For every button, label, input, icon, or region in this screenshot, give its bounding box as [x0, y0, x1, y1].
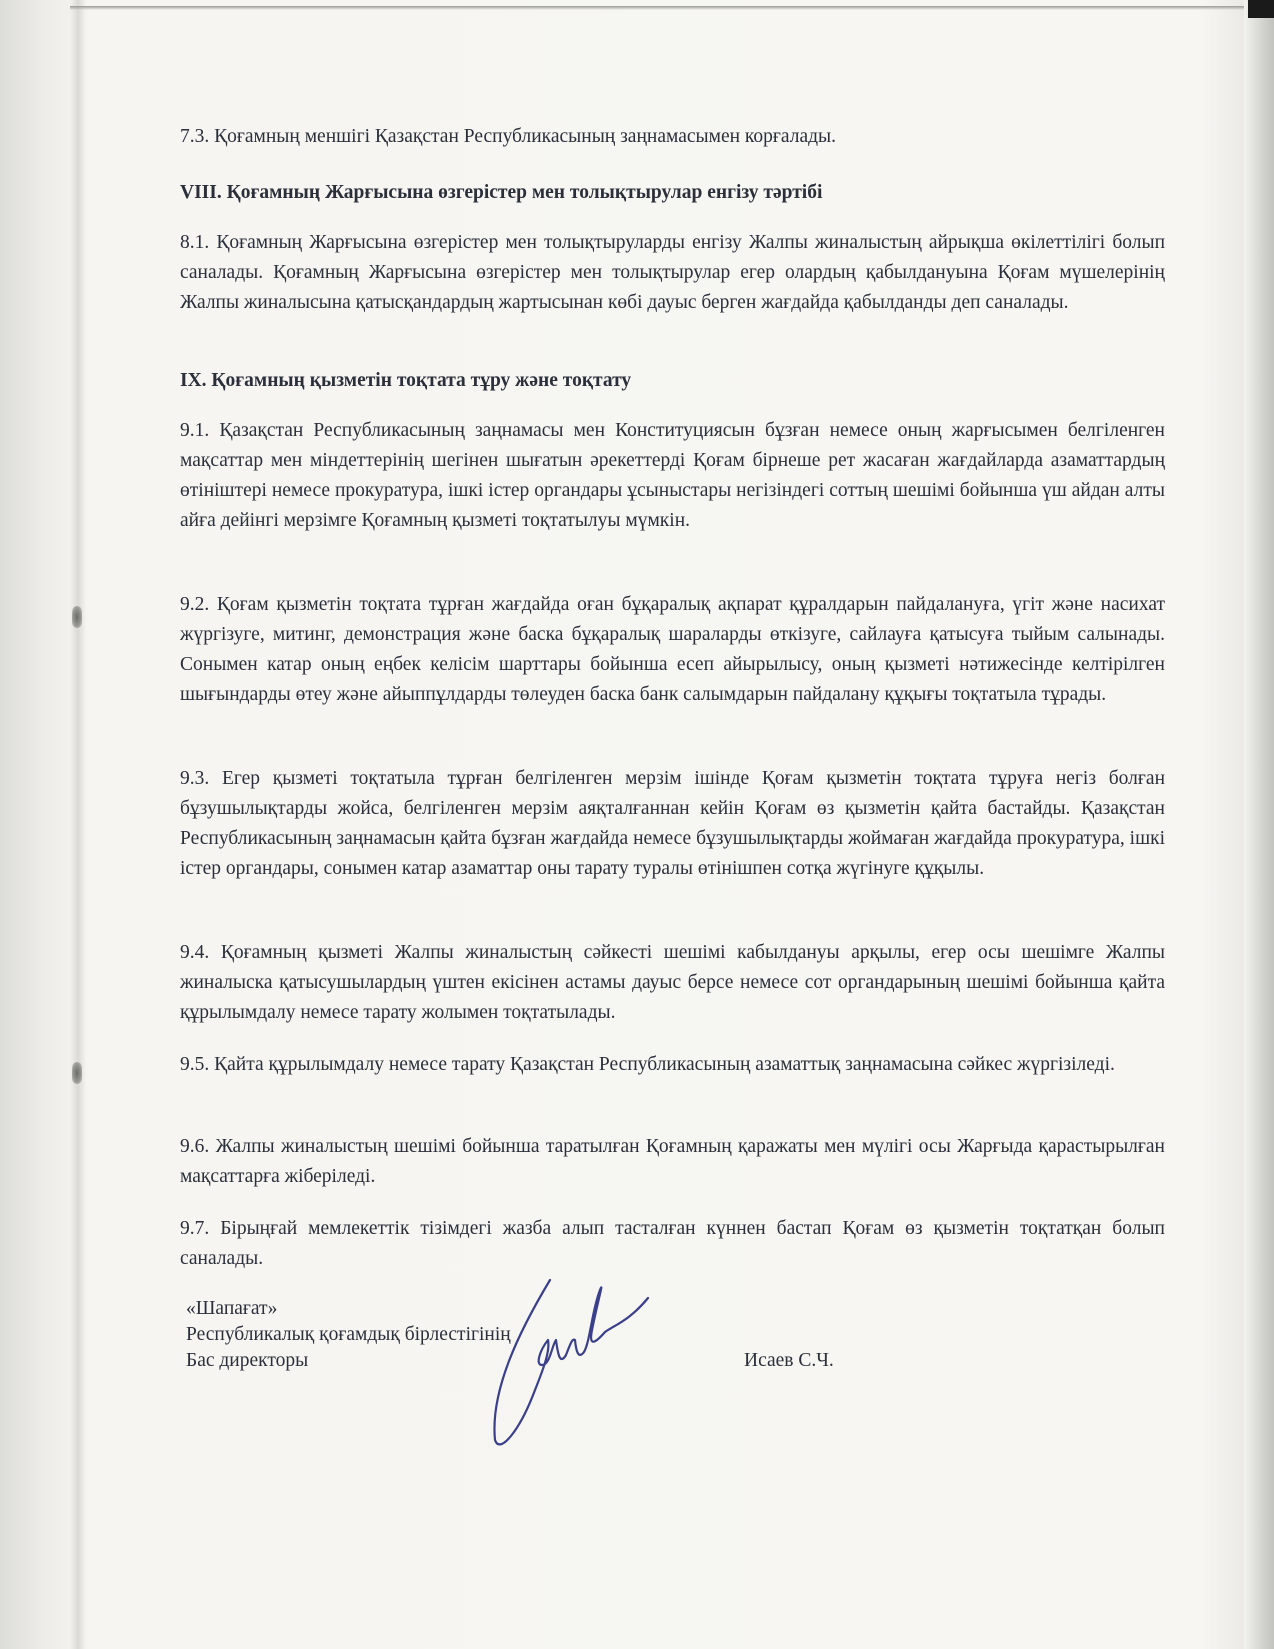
paragraph-9-2: 9.2. Қоғам қызметін тоқтата тұрған жағдайда оған бұқаралық ақпарат құралдарын пайдалануға, үгіт және насихат жүргізуге, митинг, демонстрация және баска бұқаралық шараларды өткізуге, сайлауға қатысуға тыйым салынады. Сонымен катар оның еңбек келісім шарттары бойынша есеп айырылысу, оның қызметі нәтижесінде келтірілген шығындарды өтеу және айыппұлдарды төлеуден баска банк салымдарын пайдалану құқығы тоқтатыла тұрады. — [180, 594, 1165, 705]
signatory-title: Бас директоры — [186, 1350, 309, 1371]
paragraph-7-3: 7.3. Қоғамның меншігі Қазақстан Республикасының заңнамасымен корғалады. — [180, 126, 837, 147]
punch-hole — [72, 606, 82, 628]
paragraph-9-5: 9.5. Қайта құрылымдалу немесе тарату Қазақстан Республикасының азаматтық заңнамасына сәйкес жүргізіледі. — [180, 1054, 1115, 1075]
paragraph-9-1: 9.1. Қазақстан Республикасының заңнамасы мен Конституциясын бұзған немесе оның жарғысымен белгіленген мақсаттар мен міндеттерінің шегінен шығатын әрекеттерді Қоғам бірнеше рет жасаған жағдайларда азаматтардың өтініштері немесе прокуратура, ішкі істер органдары ұсыныстары негізіндегі соттың шешімі бойынша үш айдан алты айға дейінгі мерзімге Қоғамның қызметі тоқтатылуы мүмкін. — [180, 420, 1165, 531]
section-heading-9: IX. Қоғамның қызметін тоқтата тұру және тоқтату — [180, 370, 632, 391]
paragraph-9-6: 9.6. Жалпы жиналыстың шешімі бойынша таратылған Қоғамның қаражаты мен мүлігі осы Жарғыда қарастырылған мақсаттарға жіберіледі. — [180, 1136, 1165, 1187]
organization-type: Республикалық қоғамдық бірлестігінің — [186, 1324, 511, 1345]
organization-name: «Шапағат» — [186, 1298, 278, 1319]
binding-shadow — [70, 0, 86, 1649]
scan-corner — [1248, 0, 1274, 18]
page-right-edge — [1244, 0, 1274, 1649]
page-top-edge — [70, 6, 1250, 10]
paragraph-9-4: 9.4. Қоғамның қызметі Жалпы жиналыстың сәйкесті шешімі кабылдануы арқылы, егер осы шешімге Жалпы жиналыска қатысушылардың үштен екісінен астамы дауыс берсе немесе сот органдарының шешімі бойынша қайта құрылымдалу немесе тарату жолымен тоқтатылады. — [180, 942, 1165, 1023]
handwritten-signature — [480, 1270, 680, 1460]
paragraph-9-7: 9.7. Бірыңғай мемлекеттік тізімдегі жазба алып тасталған күннен бастап Қоғам өз қызметін тоқтатқан болып саналады. — [180, 1218, 1165, 1269]
section-heading-8: VIII. Қоғамның Жарғысына өзгерістер мен толықтырулар енгізу тәртібі — [180, 182, 823, 203]
paragraph-9-3: 9.3. Егер қызметі тоқтатыла тұрған белгіленген мерзім ішінде Қоғам қызметін тоқтата тұруға негіз болған бұзушылықтарды жойса, белгіленген мерзім аяқталғаннан кейін Қоғам өз қызметін қайта бастайды. Қазақстан Республикасының заңнамасын қайта бұзған жағдайда немесе бұзушылықтарды жоймаған жағдайда прокуратура, ішкі істер органдары, сонымен катар азаматтар оны тарату туралы өтінішпен сотқа жүгінуге құқылы. — [180, 768, 1165, 879]
punch-hole — [72, 1062, 82, 1084]
signatory-block — [186, 1296, 511, 1374]
paragraph-8-1: 8.1. Қоғамның Жарғысына өзгерістер мен толықтыруларды енгізу Жалпы жиналыстың айрықша өкілеттілігі болып саналады. Қоғамның Жарғысына өзгерістер мен толықтырулар егер олардың қабылдануына Қоғам мүшелерінің Жалпы жиналысына қатысқандардың жартысынан көбі дауыс берген жағдайда қабылданды деп саналады. — [180, 232, 1165, 313]
signatory-name: Исаев С.Ч. — [744, 1350, 834, 1371]
